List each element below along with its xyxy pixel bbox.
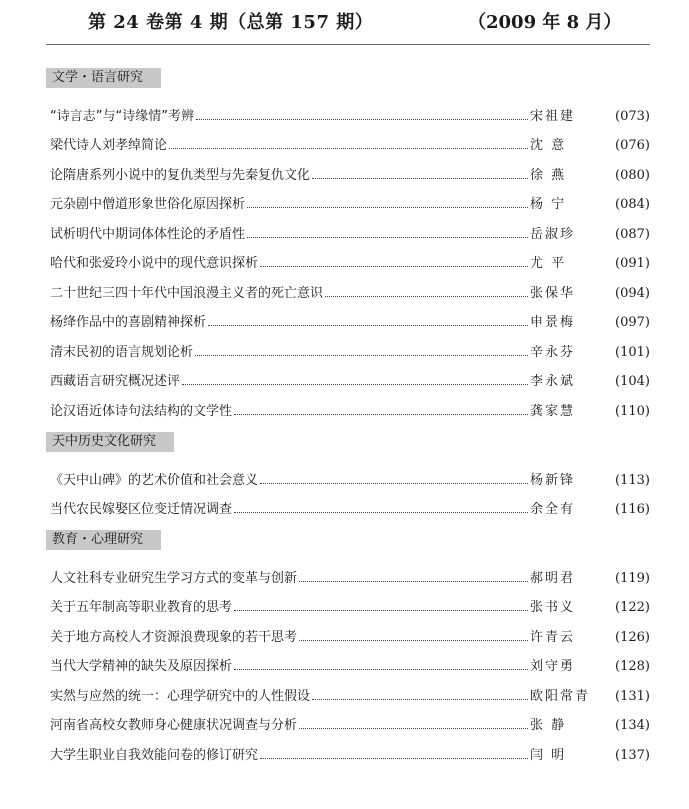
entry-page: (087) <box>615 226 650 242</box>
entry-title: 当代大学精神的缺失及原因探析 <box>50 659 233 674</box>
section-literature-language <box>46 66 650 419</box>
entry-page: (073) <box>615 108 650 124</box>
entry-page: (110) <box>615 403 650 419</box>
entry-page: (091) <box>615 256 650 271</box>
toc-entry[interactable] <box>46 556 650 586</box>
entry-author: 徐 燕 <box>530 167 567 183</box>
entry-page: (134) <box>615 718 650 733</box>
section-title: 文学・语言研究 <box>46 68 161 88</box>
page-header <box>0 0 689 46</box>
entry-author: 沈 意 <box>530 138 567 153</box>
dot-leader <box>260 757 528 759</box>
entry-title: 河南省高校女教师身心健康状况调查与分析 <box>50 718 298 733</box>
dot-leader <box>299 639 528 641</box>
entry-page: (113) <box>615 472 650 488</box>
dot-leader <box>234 668 528 670</box>
toc-entry[interactable] <box>46 242 650 272</box>
entry-author: 龚家慧 <box>530 403 576 419</box>
entry-author: 刘守勇 <box>530 659 576 674</box>
entry-author: 尤 平 <box>530 256 567 271</box>
entry-author: 申景梅 <box>530 315 576 330</box>
issue-date: （2009 年 8 月） <box>468 12 622 33</box>
header-divider <box>46 44 650 45</box>
toc-entry[interactable] <box>46 733 650 763</box>
entry-page: (119) <box>615 570 650 586</box>
entry-page: (137) <box>615 747 650 763</box>
dot-leader <box>312 698 528 700</box>
toc-entry[interactable] <box>46 153 650 183</box>
dot-leader <box>195 354 528 356</box>
dot-leader <box>247 236 528 238</box>
entry-title: 试析明代中期词体体性论的矛盾性 <box>50 226 246 242</box>
entry-title: 元杂剧中僧道形象世俗化原因探析 <box>50 197 246 212</box>
entry-title: 当代农民嫁娶区位变迁情况调查 <box>50 502 233 517</box>
section-education-psychology <box>46 528 650 763</box>
section-tianzhong-history-culture <box>46 430 650 517</box>
entry-author: 李永斌 <box>530 374 576 389</box>
section-entries <box>46 94 650 419</box>
entry-author: 张保华 <box>530 285 576 301</box>
toc-entry[interactable] <box>46 615 650 645</box>
toc-entry[interactable] <box>46 271 650 301</box>
entry-page: (116) <box>615 502 650 517</box>
section-title: 天中历史文化研究 <box>46 432 174 452</box>
dot-leader <box>169 147 528 149</box>
entry-title: 梁代诗人刘孝绰简论 <box>50 138 168 153</box>
toc-entry[interactable] <box>46 124 650 154</box>
entry-page: (104) <box>615 374 650 389</box>
dot-leader <box>234 609 528 611</box>
entry-author: 宋祖建 <box>530 108 576 124</box>
dot-leader <box>299 727 528 729</box>
entry-page: (122) <box>615 600 650 615</box>
entry-author: 杨新锋 <box>530 472 576 488</box>
toc-entry[interactable] <box>46 458 650 488</box>
entry-author: 许青云 <box>530 629 576 645</box>
entry-page: (101) <box>615 344 650 360</box>
entry-page: (128) <box>615 659 650 674</box>
entry-author: 张 静 <box>530 718 567 733</box>
section-title: 教育・心理研究 <box>46 530 161 550</box>
toc-entry[interactable] <box>46 674 650 704</box>
entry-author: 辛永芬 <box>530 344 576 360</box>
entry-author: 郝明君 <box>530 570 576 586</box>
entry-title: 关于五年制高等职业教育的思考 <box>50 600 233 615</box>
dot-leader <box>299 580 528 582</box>
dot-leader <box>312 177 528 179</box>
dot-leader <box>325 295 528 297</box>
toc-entry[interactable] <box>46 704 650 734</box>
entry-page: (094) <box>615 285 650 301</box>
toc-entry[interactable] <box>46 301 650 331</box>
entry-author: 张书义 <box>530 600 576 615</box>
dot-leader <box>234 413 528 415</box>
entry-page: (126) <box>615 629 650 645</box>
toc-entry[interactable] <box>46 360 650 390</box>
entry-title: 论隋唐系列小说中的复仇类型与先秦复仇文化 <box>50 167 311 183</box>
entry-title: 西藏语言研究概况述评 <box>50 374 181 389</box>
entry-page: (097) <box>615 315 650 330</box>
entry-title: 人文社科专业研究生学习方式的变革与创新 <box>50 570 298 586</box>
toc-entry[interactable] <box>46 94 650 124</box>
entry-author: 欧阳常青 <box>530 688 591 704</box>
entry-title: 二十世纪三四十年代中国浪漫主义者的死亡意识 <box>50 285 324 301</box>
entry-title: 关于地方高校人才资源浪费现象的若干思考 <box>50 629 298 645</box>
entry-author: 杨 宁 <box>530 197 567 212</box>
dot-leader <box>182 383 528 385</box>
entry-page: (076) <box>615 138 650 153</box>
entry-title: 哈代和张爱玲小说中的现代意识探析 <box>50 256 259 271</box>
section-entries <box>46 556 650 763</box>
dot-leader <box>208 324 528 326</box>
toc-entry[interactable] <box>46 183 650 213</box>
toc-entry[interactable] <box>46 330 650 360</box>
entry-title: 大学生职业自我效能问卷的修订研究 <box>50 747 259 763</box>
entry-author: 闫 明 <box>530 747 567 763</box>
toc-entry[interactable] <box>46 586 650 616</box>
entry-title: 清末民初的语言规划论析 <box>50 344 194 360</box>
entry-page: (131) <box>615 688 650 704</box>
entry-author: 余全有 <box>530 502 576 517</box>
toc-entry[interactable] <box>46 645 650 675</box>
issue-title: 第 24 卷第 4 期（总第 157 期） <box>88 12 374 33</box>
entry-author: 岳淑珍 <box>530 226 576 242</box>
dot-leader <box>260 482 528 484</box>
entry-title: 《天中山碑》的艺术价值和社会意义 <box>50 472 259 488</box>
toc-entry[interactable] <box>46 212 650 242</box>
toc-entry[interactable] <box>46 488 650 518</box>
entry-title: 实然与应然的统一：心理学研究中的人性假设 <box>50 688 311 704</box>
entry-title: 杨绛作品中的喜剧精神探析 <box>50 315 207 330</box>
entry-title: “诗言志”与“诗缘情”考辨 <box>50 108 194 124</box>
toc-entry[interactable] <box>46 389 650 419</box>
dot-leader <box>196 118 528 120</box>
dot-leader <box>234 511 528 513</box>
section-entries <box>46 458 650 517</box>
entry-page: (084) <box>615 197 650 212</box>
entry-page: (080) <box>615 167 650 183</box>
dot-leader <box>260 265 528 267</box>
entry-title: 论汉语近体诗句法结构的文学性 <box>50 403 233 419</box>
dot-leader <box>247 206 528 208</box>
